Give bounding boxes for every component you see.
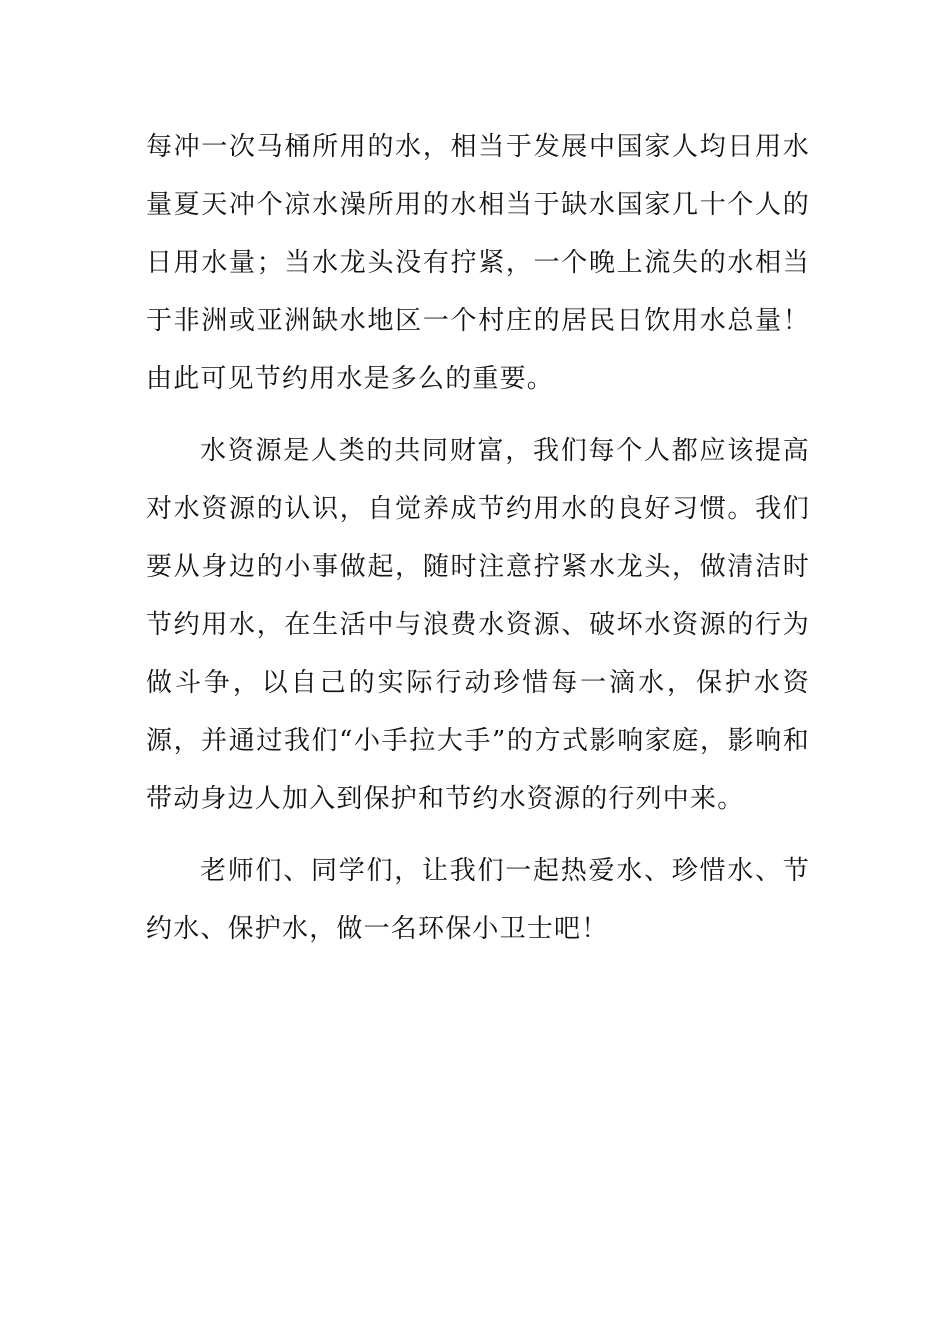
paragraph-water-resources-call: 水资源是人类的共同财富，我们每个人都应该提高对水资源的认识，自觉养成节约用水的良好习惯。我们要从身边的小事做起，随时注意拧紧水龙头，做清洁时节约用水，在生活中与浪费水资源、破坏水资源的行为做斗争，以自己的实际行动珍惜每一滴水，保护水资源，并通过我们“小手拉大手”的方式影响家庭，影响和带动身边人加入到保护和节约水资源的行列中来。 bbox=[146, 436, 810, 814]
paragraph-closing-appeal: 老师们、同学们，让我们一起热爱水、珍惜水、节约水、保护水，做一名环保小卫士吧！ bbox=[146, 856, 810, 944]
document-body bbox=[146, 118, 810, 958]
paragraph-water-usage-facts: 每冲一次马桶所用的水，相当于发展中国家人均日用水量夏天冲个凉水澡所用的水相当于缺水国家几十个人的日用水量；当水龙头没有拧紧，一个晚上流失的水相当于非洲或亚洲缺水地区一个村庄的居民日饮用水总量！由此可见节约用水是多么的重要。 bbox=[146, 132, 810, 394]
